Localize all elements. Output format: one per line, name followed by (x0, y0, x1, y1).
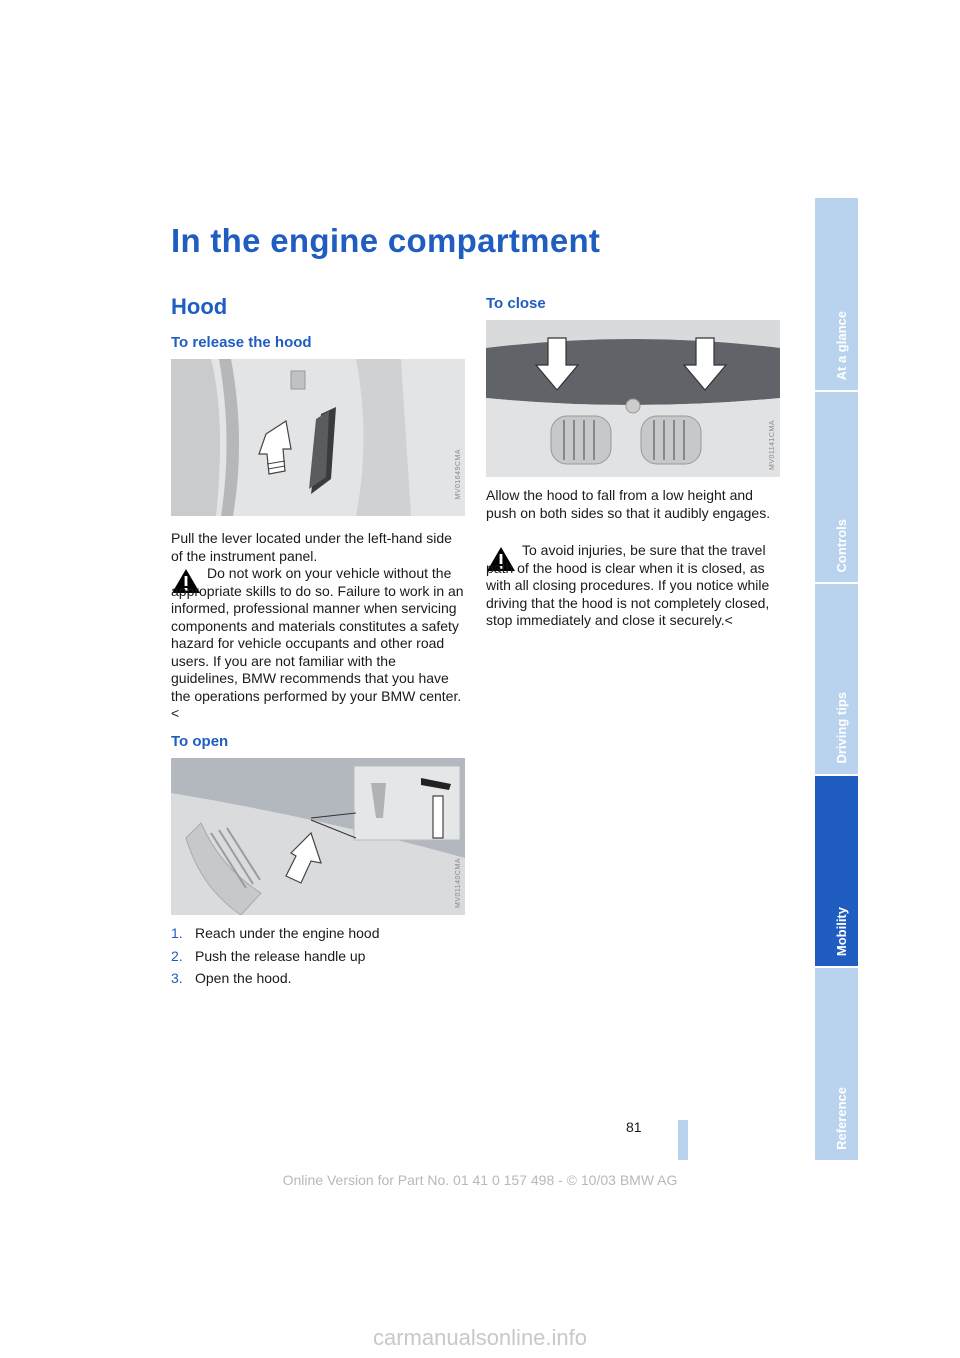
close-warning: To avoid injuries, be sure that the travel path of the hood is clear when it is closed, as with all closing procedures. If you notice while driving that the hood is not completely closed, stop immediately and close it securely. (486, 542, 770, 628)
page-number-bar (678, 1120, 688, 1160)
tab-mobility[interactable] (815, 776, 858, 968)
page-title: In the engine compartment (171, 222, 601, 259)
tab-label: Reference (834, 1087, 849, 1150)
step-number: 1. (171, 925, 183, 941)
tab-driving-tips[interactable] (815, 584, 858, 776)
watermark: carmanualsonline.info (372, 1325, 588, 1350)
list-item (171, 945, 379, 968)
tab-controls[interactable] (815, 392, 858, 584)
close-hood-illustration (486, 320, 780, 477)
tab-label: Mobility (834, 906, 849, 956)
close-warning-text (486, 542, 780, 630)
tab-label: At a glance (834, 310, 849, 380)
list-item (171, 967, 379, 990)
end-mark: < (171, 705, 180, 721)
tab-reference[interactable] (815, 968, 858, 1160)
open-hood-illustration (171, 758, 465, 915)
release-text: Pull the lever located under the left-hand side of the instrument panel. (171, 530, 452, 564)
footer-text: Online Version for Part No. 01 41 0 157 498 - © 10/03 BMW AG (282, 1172, 678, 1188)
release-warning: Do not work on your vehicle without the appropriate skills to do so. Failure to work in an informed, professional manner when servicing components and materials constitutes a safety hazard for vehicle occupants and other road users. If you are not familiar with the guidelines, BMW recommends that you have the operations performed by your BMW center. (171, 565, 464, 704)
figure-code: MV01649CMA (455, 449, 462, 500)
tab-label: Driving tips (834, 692, 849, 764)
tab-at-a-glance[interactable] (815, 198, 858, 392)
release-heading: To release the hood (171, 334, 312, 351)
list-item (171, 922, 379, 945)
release-lever-illustration (171, 359, 465, 516)
release-lever-figure (171, 359, 465, 516)
step-text: Reach under the engine hood (195, 925, 380, 941)
page-number: 81 (626, 1119, 642, 1135)
step-number: 3. (171, 970, 183, 986)
close-hood-figure (486, 320, 780, 477)
tab-label: Controls (834, 518, 849, 572)
open-hood-figure (171, 758, 465, 915)
figure-code: MV01140CMA (455, 858, 462, 909)
section-heading: Hood (171, 294, 228, 319)
open-steps (171, 922, 379, 990)
step-number: 2. (171, 947, 183, 964)
close-text: Allow the hood to fall from a low height and push on both sides so that it audibly engages. (486, 487, 771, 521)
step-text: Push the release handle up (195, 947, 366, 964)
end-mark: < (724, 612, 733, 628)
open-heading: To open (171, 733, 229, 750)
chapter-tabs (815, 198, 858, 1160)
figure-code: MV01141CMA (769, 420, 776, 471)
step-text: Open the hood. (195, 970, 292, 986)
close-heading: To close (486, 295, 546, 312)
release-warning-text (171, 565, 465, 723)
